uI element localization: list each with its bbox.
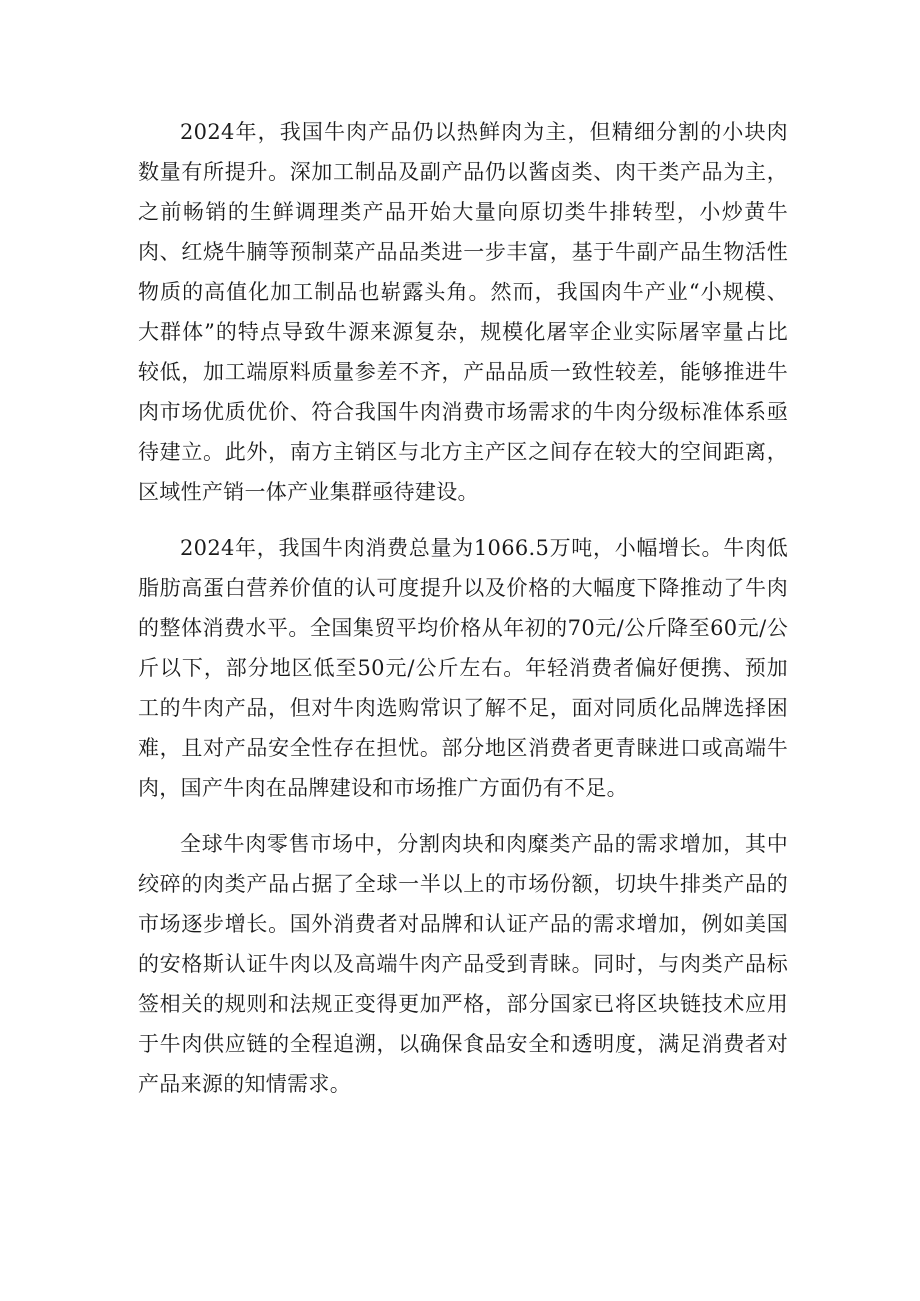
paragraph-global-retail-market: 全球牛肉零售市场中，分割肉块和肉糜类产品的需求增加，其中绞碎的肉类产品占据了全球一半以上的市场份额，切块牛排类产品的市场逐步增长。国外消费者对品牌和认证产品的需求增加，例如美国的安格斯认证牛肉以及高端牛肉产品受到青睐。同时，与肉类产品标签相关的规则和法规正变得更加严格，部分国家已将区块链技术应用于牛肉供应链的全程追溯，以确保食品安全和透明度，满足消费者对产品来源的知情需求。 (138, 832, 788, 1096)
paragraph-beef-products: 2024年，我国牛肉产品仍以热鲜肉为主，但精细分割的小块肉数量有所提升。深加工制品及副产品仍以酱卤类、肉干类产品为主，之前畅销的生鲜调理类产品开始大量向原切类牛排转型，小炒黄牛肉、红烧牛腩等预制菜产品品类进一步丰富，基于牛副产品生物活性物质的高值化加工制品也崭露头角。然而，我国肉牛产业“小规模、大群体”的特点导致牛源来源复杂，规模化屠宰企业实际屠宰量占比较低，加工端原料质量参差不齐，产品品质一致性较差，能够推进牛肉市场优质优价、符合我国牛肉消费市场需求的牛肉分级标准体系亟待建立。此外，南方主销区与北方主产区之间存在较大的空间距离，区域性产销一体产业集群亟待建设。 (138, 120, 788, 504)
paragraph-beef-consumption: 2024年，我国牛肉消费总量为1066.5万吨，小幅增长。牛肉低脂肪高蛋白营养价值的认可度提升以及价格的大幅度下降推动了牛肉的整体消费水平。全国集贸平均价格从年初的70元/公斤降至60元/公斤以下，部分地区低至50元/公斤左右。年轻消费者偏好便携、预加工的牛肉产品，但对牛肉选购常识了解不足，面对同质化品牌选择困难，且对产品安全性存在担忧。部分地区消费者更青睐进口或高端牛肉，国产牛肉在品牌建设和市场推广方面仍有不足。 (138, 536, 788, 800)
document-body (138, 112, 788, 1120)
